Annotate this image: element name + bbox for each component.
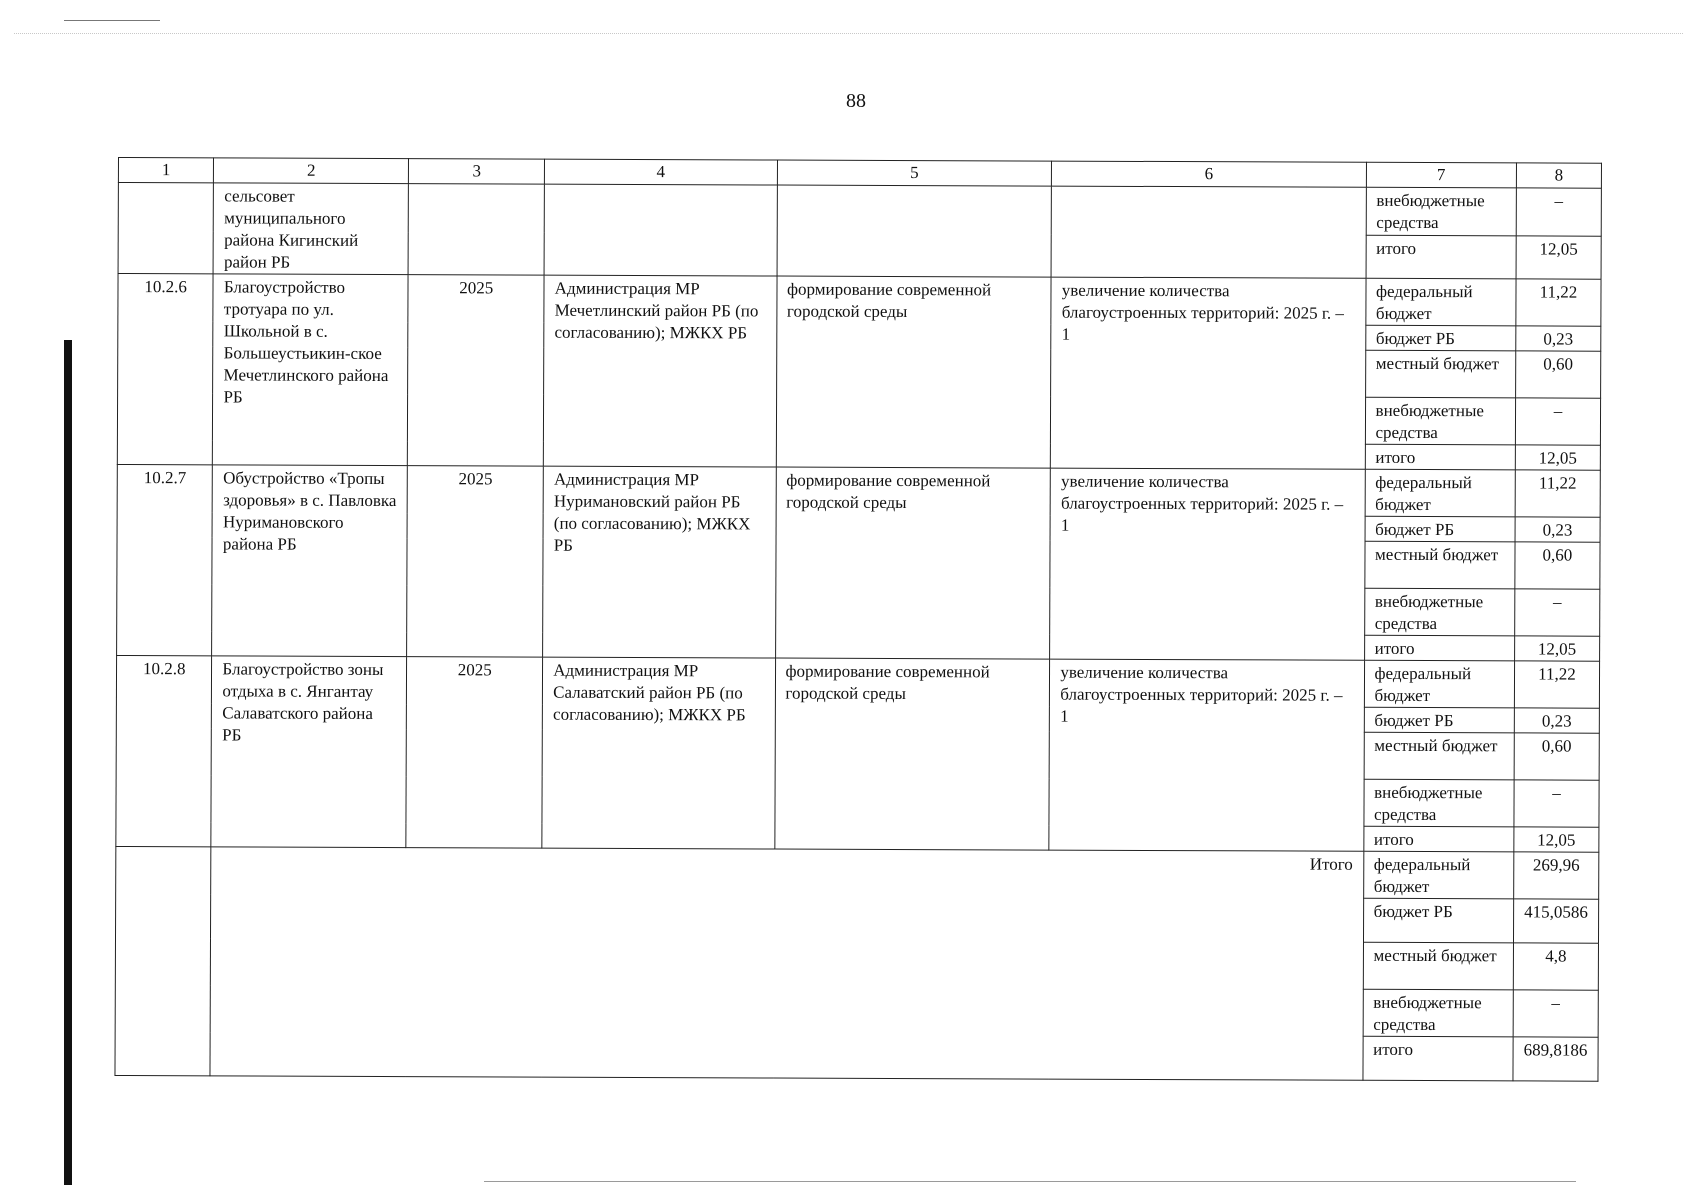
footer-rule (484, 1181, 1576, 1182)
activity-executor: Администрация МР Нуримановский район РБ (по согласованию); МЖКХ РБ (543, 466, 776, 658)
funding-value: – (1514, 780, 1599, 827)
funding-value: 0,60 (1515, 351, 1600, 398)
total-number-cell (115, 846, 211, 1075)
funding-value: 0,23 (1514, 708, 1599, 733)
column-header: 4 (545, 159, 777, 185)
funding-value: 0,23 (1516, 326, 1601, 351)
column-header: 1 (118, 158, 214, 183)
year-cell (408, 184, 544, 276)
page-number: 88 (846, 90, 866, 112)
indicator-cell (1051, 186, 1366, 278)
funding-source: местный бюджет (1365, 350, 1516, 398)
total-funding-source: итого (1362, 1036, 1513, 1081)
activity-number: 10.2.7 (117, 464, 213, 655)
total-funding-value: 415,0586 (1513, 899, 1598, 943)
funding-value: 0,60 (1514, 733, 1599, 780)
total-funding-source: местный бюджет (1363, 942, 1514, 990)
funding-value: 12,05 (1514, 827, 1599, 852)
total-funding-source: бюджет РБ (1363, 898, 1514, 943)
activity-number: 10.2.6 (117, 274, 213, 465)
total-funding-value: – (1513, 990, 1598, 1037)
scan-binding-edge (64, 340, 72, 1185)
activity-name: Благоустройство тротуара по ул. Школьной в с. Большеустьикин-ское Мечетлинского района РБ (213, 274, 409, 466)
activity-executor: Администрация МР Салаватский район РБ (по согласованию); МЖКХ РБ (542, 657, 775, 849)
funding-source: внебюджетные средства (1365, 397, 1516, 445)
activity-name: Благоустройство зоны отдыха в с. Янгантау Салаватского района РБ (211, 656, 407, 848)
task-cell (777, 185, 1052, 277)
funding-source: внебюджетные средства (1364, 588, 1515, 636)
funding-source: итого (1363, 826, 1513, 852)
activity-row (118, 274, 1601, 327)
total-funding-source: внебюджетные средства (1363, 989, 1514, 1037)
funding-value: 11,22 (1514, 661, 1599, 708)
column-header: 3 (409, 159, 545, 185)
funding-source: федеральный бюджет (1365, 469, 1516, 517)
funding-value: 12,05 (1514, 636, 1599, 661)
total-funding-source: федеральный бюджет (1363, 851, 1514, 899)
funding-value: 0,23 (1515, 517, 1600, 542)
total-funding-value: 689,8186 (1513, 1037, 1598, 1081)
funding-source: внебюджетные средства (1366, 187, 1517, 236)
activity-year: 2025 (408, 275, 545, 467)
total-funding-value: 4,8 (1513, 943, 1598, 990)
funding-source: итого (1364, 635, 1514, 661)
activity-name: Обустройство «Тропы здоровья» в с. Павловка Нуримановского района РБ (212, 465, 408, 657)
activity-task: формирование современной городской среды (774, 658, 1050, 850)
funding-source: итого (1365, 444, 1515, 470)
funding-value: – (1516, 188, 1601, 236)
funding-value: – (1515, 398, 1600, 445)
table-row (118, 183, 1601, 237)
funding-source: итого (1366, 235, 1517, 279)
column-header: 7 (1366, 162, 1516, 188)
executor-cell (544, 184, 777, 276)
funding-source: бюджет РБ (1365, 325, 1515, 351)
funding-value: 12,05 (1516, 236, 1601, 279)
activity-task: формирование современной городской среды (776, 276, 1052, 468)
funding-source: бюджет РБ (1364, 707, 1514, 733)
program-activities-table (114, 157, 1602, 1082)
funding-source: местный бюджет (1364, 732, 1515, 780)
funding-value: 11,22 (1516, 279, 1601, 326)
activity-indicator: увеличение количества благоустроенных территорий: 2025 г. – 1 (1050, 468, 1365, 660)
column-header: 6 (1052, 161, 1366, 187)
activity-row (116, 655, 1599, 708)
funding-value: 12,05 (1515, 445, 1600, 470)
funding-value: 0,60 (1515, 542, 1600, 589)
total-label: Итого (210, 847, 1363, 1080)
activity-executor: Администрация МР Мечетлинский район РБ (по согласованию); МЖКХ РБ (544, 275, 777, 467)
funding-source: федеральный бюджет (1365, 278, 1516, 326)
header-rule (64, 20, 160, 21)
scan-artifact-dotted-line (14, 33, 1683, 34)
total-funding-value: 269,96 (1514, 852, 1599, 899)
activity-year: 2025 (407, 466, 544, 658)
activity-year: 2025 (406, 657, 543, 849)
activity-name: сельсовет муниципального района Кигинский район РБ (213, 183, 408, 275)
column-header: 2 (214, 158, 409, 184)
activity-indicator: увеличение количества благоустроенных территорий: 2025 г. – 1 (1051, 277, 1366, 469)
activity-row (117, 464, 1600, 517)
funding-value: 11,22 (1515, 470, 1600, 517)
activity-task: формирование современной городской среды (775, 467, 1051, 659)
funding-source: федеральный бюджет (1364, 660, 1515, 708)
row-number-cell (118, 183, 214, 274)
column-header: 5 (777, 160, 1052, 186)
funding-source: местный бюджет (1364, 541, 1515, 589)
activity-indicator: увеличение количества благоустроенных территорий: 2025 г. – 1 (1049, 659, 1364, 851)
funding-source: внебюджетные средства (1363, 779, 1514, 827)
funding-source: бюджет РБ (1365, 516, 1515, 542)
column-header: 8 (1516, 163, 1601, 188)
funding-value: – (1515, 589, 1600, 636)
total-row (116, 846, 1599, 899)
activity-number: 10.2.8 (116, 655, 212, 846)
